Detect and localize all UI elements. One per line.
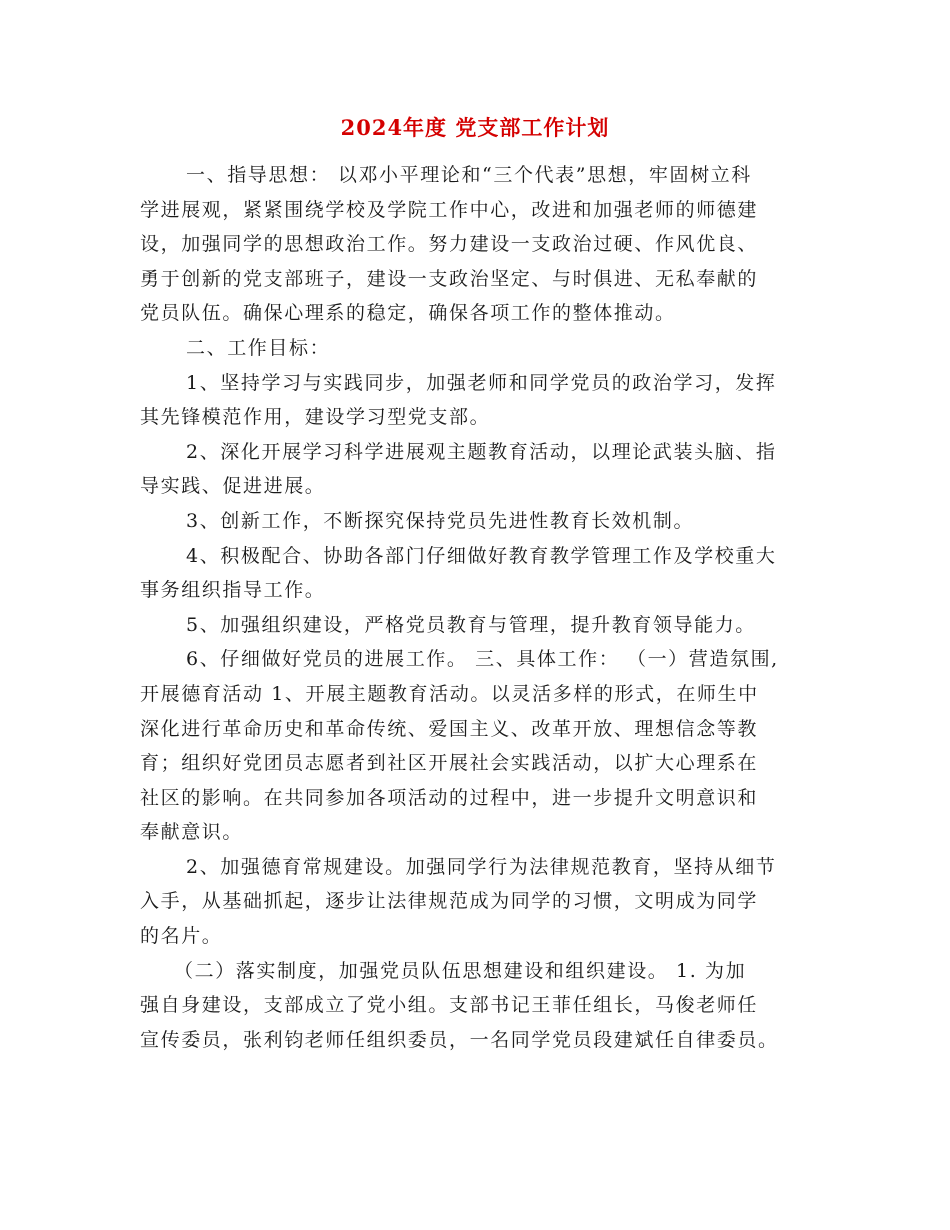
text-line: 深化进行革命历史和革命传统、爱国主义、改革开放、理想信念等教 bbox=[140, 717, 759, 740]
text-line: 1、坚持学习与实践同步，加强老师和同学党员的政治学习，发挥 bbox=[186, 371, 777, 394]
text-line: 2、加强德育常规建设。加强同学行为法律规范教育，坚持从细节 bbox=[186, 855, 777, 878]
text-line: 二、工作目标： bbox=[186, 336, 331, 359]
text-line: 一、指导思想： 以邓小平理论和“三个代表”思想，牢固树立科 bbox=[186, 164, 752, 186]
text-line: 奉献意识。 bbox=[140, 821, 244, 844]
text-line: 3、创新工作，不断探究保持党员先进性教育长效机制。 bbox=[186, 509, 695, 532]
text-line: 事务组织指导工作。 bbox=[140, 579, 326, 602]
text-line: 勇于创新的党支部班子，建设一支政治坚定、与时俱进、无私奉献的 bbox=[140, 267, 759, 290]
document-title: 2024年度 党支部工作计划 bbox=[340, 115, 610, 140]
text-line: 导实践、促进进展。 bbox=[140, 475, 326, 498]
text-line: 设，加强同学的思想政治工作。努力建设一支政治过硬、作风优良、 bbox=[140, 233, 759, 256]
text-line: 2、深化开展学习科学进展观主题教育活动，以理论武装头脑、指 bbox=[186, 440, 777, 463]
text-line: 6、仔细做好党员的进展工作。 三、具体工作： （一）营造氛围, bbox=[186, 648, 779, 671]
text-line: 4、积极配合、协助各部门仔细做好教育教学管理工作及学校重大 bbox=[186, 544, 777, 567]
document-body bbox=[140, 158, 820, 1057]
text-line: 开展德育活动 1、开展主题教育活动。以灵活多样的形式，在师生中 bbox=[140, 682, 759, 705]
text-line: （二）落实制度，加强党员队伍思想建设和组织建设。 1. 为加 bbox=[174, 959, 747, 982]
text-line: 学进展观，紧紧围绕学校及学院工作中心，改进和加强老师的师德建 bbox=[140, 198, 759, 221]
text-line: 的名片。 bbox=[140, 925, 223, 948]
text-line: 育；组织好党团员志愿者到社区开展社会实践活动，以扩大心理系在 bbox=[140, 752, 759, 775]
text-line: 5、加强组织建设，严格党员教育与管理，提升教育领导能力。 bbox=[186, 613, 756, 636]
text-line: 党员队伍。确保心理系的稳定，确保各项工作的整体推动。 bbox=[140, 302, 676, 325]
text-line: 其先锋模范作用，建设学习型党支部。 bbox=[140, 406, 491, 429]
text-line: 宣传委员，张利钧老师任组织委员，一名同学党员段建斌任自律委员。 bbox=[140, 1028, 779, 1051]
text-line: 入手，从基础抓起，逐步让法律规范成为同学的习惯，文明成为同学 bbox=[140, 890, 759, 913]
text-line: 社区的影响。在共同参加各项活动的过程中，进一步提升文明意识和 bbox=[140, 786, 759, 809]
text-line: 强自身建设，支部成立了党小组。支部书记王菲任组长，马俊老师任 bbox=[140, 994, 759, 1017]
